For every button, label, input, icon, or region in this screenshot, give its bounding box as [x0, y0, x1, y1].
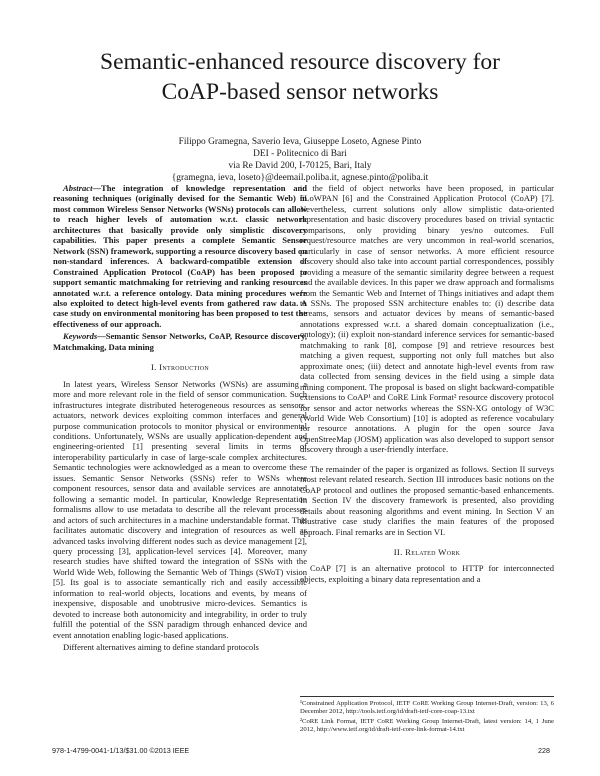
keywords-text: —Semantic Sensor Networks, CoAP, Resource discovery, Matchmaking, Data mining [53, 331, 307, 352]
left-column [53, 183, 307, 652]
section-heading-related-work: II. Related Work [393, 546, 461, 557]
abstract-label: Abstract [63, 183, 93, 193]
footnote-2: ²CoRE Link Format, IETF CoRE Working Group Internet-Draft, latest version: 14, 1 June 2012, http://www.ietf.org/id/draft-ietf-core-link-format-14.txt [300, 718, 554, 734]
author-names: Filippo Gramegna, Saverio Ieva, Giuseppe Loseto, Agnese Pinto [178, 137, 422, 147]
keywords [53, 331, 307, 352]
title-line-2: CoAP-based sensor networks [161, 79, 439, 105]
abstract [53, 183, 307, 329]
footnotes [300, 696, 554, 736]
page-number: 228 [538, 746, 550, 755]
paper-title [40, 47, 560, 107]
keywords-label: Keywords [63, 331, 98, 342]
intro-paragraph-2: Different alternatives aiming to define standard protocols [63, 642, 259, 653]
title-line-1: Semantic-enhanced resource discovery for [100, 49, 500, 75]
abstract-text: —The integration of knowledge representation and reasoning techniques (originally devised for the Semantic Web) in most common Wireless Sensor Networks (WSNs) protocols can allow to reach higher levels of automation w.r.t. classic network architectures that basically provide only simplistic discovery capabilities. This paper presents a complete Semantic Sensor Network (SSN) framework, supporting a resource discovery based on non-standard inferences. A backward-compatible extension of Constrained Application Protocol (CoAP) has been proposed to support semantic matchmaking for retrieving and ranking resources annotated w.r.t. a reference ontology. Data mining procedures were also exploited to detect high-level events from gathered raw data. A case study on environmental monitoring has been proposed to test the effectiveness of our approach. [53, 183, 307, 329]
author-emails: {gramegna, ieva, loseto}@deemail.poliba.it, agnese.pinto@poliba.it [171, 173, 429, 183]
footnote-1: ¹Constrained Application Protocol, IETF CoRE Working Group Internet-Draft, version: 13, 6 December 2012, http://tools.ietf.org/id/draft-ietf-core-coap-13.txt [300, 700, 554, 716]
section-heading-introduction: I. Introduction [150, 362, 210, 373]
affiliation-dept: DEI - Politecnico di Bari [253, 149, 347, 159]
intro-paragraph-1: In latest years, Wireless Sensor Networks (WSNs) are assuming a more and more relevant role in the field of sensor communication. Such infrastructures integrate distributed heterogeneous resources as sensors, actuators, network devices exploiting common interfaces and general purpose communication protocols to monitor physical or environmental conditions. Unfortunately, WSNs are usually application-dependent and engineering-oriented [1] presenting several limits in terms of interoperability particularly in case of large-scale complex architectures. Semantic technologies were acknowledged as a mean to overcome these issues. Semantic Sensor Networks (SSNs) refer to WSNs where component resources, sensor data and available services are annotated following a semantic model. In particular, Knowledge Representation formalisms allow to use metadata to describe all the relevant processes and actors of such architectures in a machine understandable format. This facilitates automatic discovery and integration of resources as well as advanced tasks involving different nodes such as device management [2], query processing [3], application-level services [4]. Moreover, many research studies have shifted toward the integration of SSNs with the World Wide Web, following the Semantic Web of Things (SWoT) vision [5]. Its goal is to associate semantically rich and easily accessible information to real-world objects, locations and events, by means of inexpensive, disposable and unobtrusive micro-devices. Semantics is devoted to increase both autonomicity and integrability, in order to truly fulfill the potential of the SSN paradigm through enhanced device and event annotation enabling logic-based applications. [53, 378, 307, 640]
affiliation-address: via Re David 200, I-70125, Bari, Italy [228, 161, 372, 171]
intro-paragraph-3: in the field of object networks have been proposed, in particular 6LoWPAN [6] and the Constrained Application Protocol (CoAP) [7]. Nevertheless, current solutions only allow simplistic data-oriented representation and basic discovery procedures based on trivial syntactic comparisons, only providing binary yes/no outcomes. Full request/resource matches are very uncommon in real-world scenarios, particularly in case of sensor networks. A more efficient resource discovery should also take into account partial correspondences, possibly providing a measure of the semantic similarity degree between a request and the available devices. In this paper we draw approach and formalisms from the Semantic Web and Internet of Things initiatives and adapt them to SSNs. The proposed SSN architecture enables to: (i) describe data streams, sensors and actuator devices by means of semantic-based annotations expressed w.r.t. a shared domain conceptualization (i.e., ontology); (ii) exploit non-standard inference services for semantic-based matchmaking to rank [8], compose [9] and retrieve resources best matching a given request, supporting not only full matches but also approximate ones; (iii) detect and annotate high-level events from raw data collected from sensing devices in the field using a simple data mining component. The proposal is based on slight backward-compatible extensions to CoAP¹ and CoRE Link Format² resource discovery protocol for sensor and actor networks whereas the SSN-XG ontology of W3C (World Wide Web Consortium) [10] is adopted as reference vocabulary for resource annotations. A plugin for the open source Java OpenStreeMap (JOSM) application was also developed to support sensor discovery through a user-friendly interface. [300, 183, 554, 455]
related-work-paragraph-1: CoAP [7] is an alternative protocol to HTTP for interconnected objects, exploiting a binary data representation and a [300, 563, 554, 584]
footer-isbn: 978-1-4799-0041-1/13/$31.00 ©2013 IEEE [52, 746, 190, 755]
author-block [40, 136, 560, 184]
intro-paragraph-4: The remainder of the paper is organized as follows. Section II surveys most relevant related research. Section III introduces basic notions on the CoAP protocol and outlines the proposed semantic-based enhancements. In Section IV the discovery framework is presented, also providing details about reasoning algorithms and event mining. In Section V an illustrative case study clarifies the main features of the proposed approach. Final remarks are in Section VI. [300, 463, 554, 537]
right-column [300, 183, 554, 584]
